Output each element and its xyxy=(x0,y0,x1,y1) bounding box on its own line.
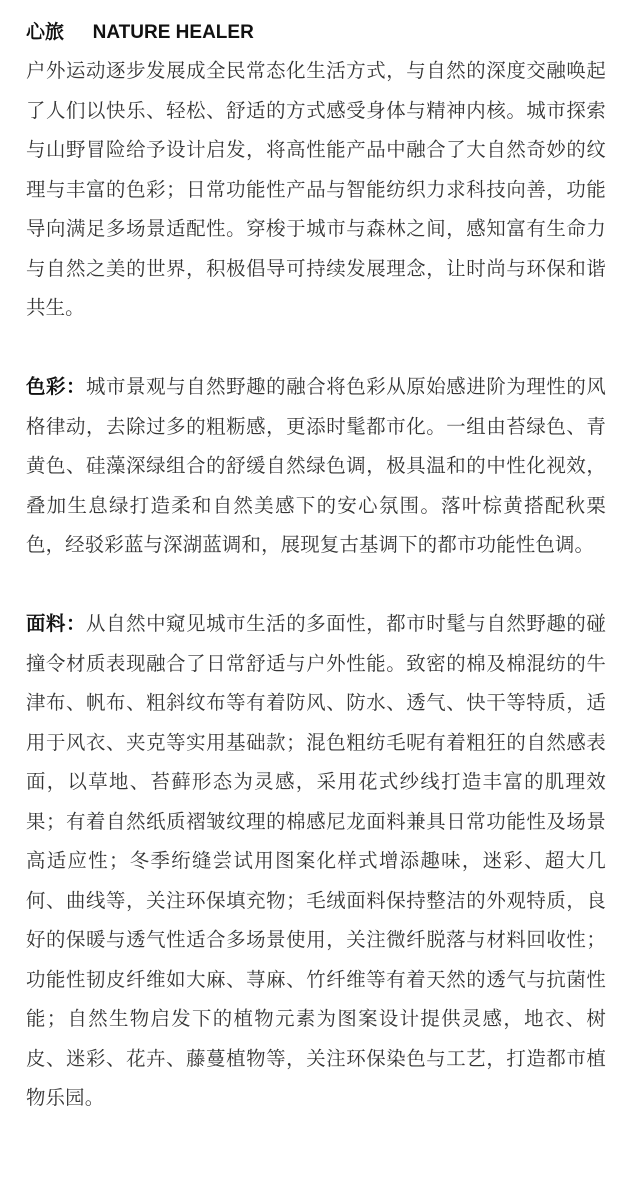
fabric-label: 面料： xyxy=(26,612,87,635)
paragraph-gap xyxy=(26,565,606,605)
title-english: NATURE HEALER xyxy=(92,22,254,43)
color-text: 城市景观与自然野趣的融合将色彩从原始感进阶为理性的风格律动，去除过多的粗粝感，更添时髦都市化。一组由苔绿色、青黄色、硅藻深绿组合的舒缓自然绿色调，极具温和的中性化视效，叠加生息绿打造柔和自然美感下的安心氛围。落叶棕黄搭配秋栗色，经驳彩蓝与深湖蓝调和，展现复古基调下的都市功能性色调。 xyxy=(26,375,606,556)
page-title xyxy=(26,14,606,51)
intro-paragraph: 户外运动逐步发展成全民常态化生活方式，与自然的深度交融唤起了人们以快乐、轻松、舒适的方式感受身体与精神内核。城市探索与山野冒险给予设计启发，将高性能产品中融合了大自然奇妙的纹理与丰富的色彩；日常功能性产品与智能纺织力求科技向善，功能导向满足多场景适配性。穿梭于城市与森林之间，感知富有生命力与自然之美的世界，积极倡导可持续发展理念，让时尚与环保和谐共生。 xyxy=(26,59,606,319)
title-chinese: 心旅 xyxy=(26,21,65,43)
paragraph-gap xyxy=(26,328,606,368)
color-paragraph xyxy=(26,367,606,565)
article xyxy=(26,14,606,1118)
fabric-text: 从自然中窥见城市生活的多面性，都市时髦与自然野趣的碰撞令材质表现融合了日常舒适与户外性能。致密的棉及棉混纺的牛津布、帆布、粗斜纹布等有着防风、防水、透气、快干等特质，适用于风衣、夹克等实用基础款；混色粗纺毛呢有着粗狂的自然感表面，以草地、苔藓形态为灵感，采用花式纱线打造丰富的肌理效果；有着自然纸质褶皱纹理的棉感尼龙面料兼具日常功能性及场景高适应性；冬季绗缝尝试用图案化样式增添趣味，迷彩、超大几何、曲线等，关注环保填充物；毛绒面料保持整洁的外观特质，良好的保暖与透气性适合多场景使用，关注微纤脱落与材料回收性；功能性韧皮纤维如大麻、荨麻、竹纤维等有着天然的透气与抗菌性能；自然生物启发下的植物元素为图案设计提供灵感，地衣、树皮、迷彩、花卉、藤蔓植物等，关注环保染色与工艺，打造都市植物乐园。 xyxy=(26,612,606,1109)
fabric-paragraph xyxy=(26,604,606,1118)
color-label: 色彩： xyxy=(26,375,87,398)
